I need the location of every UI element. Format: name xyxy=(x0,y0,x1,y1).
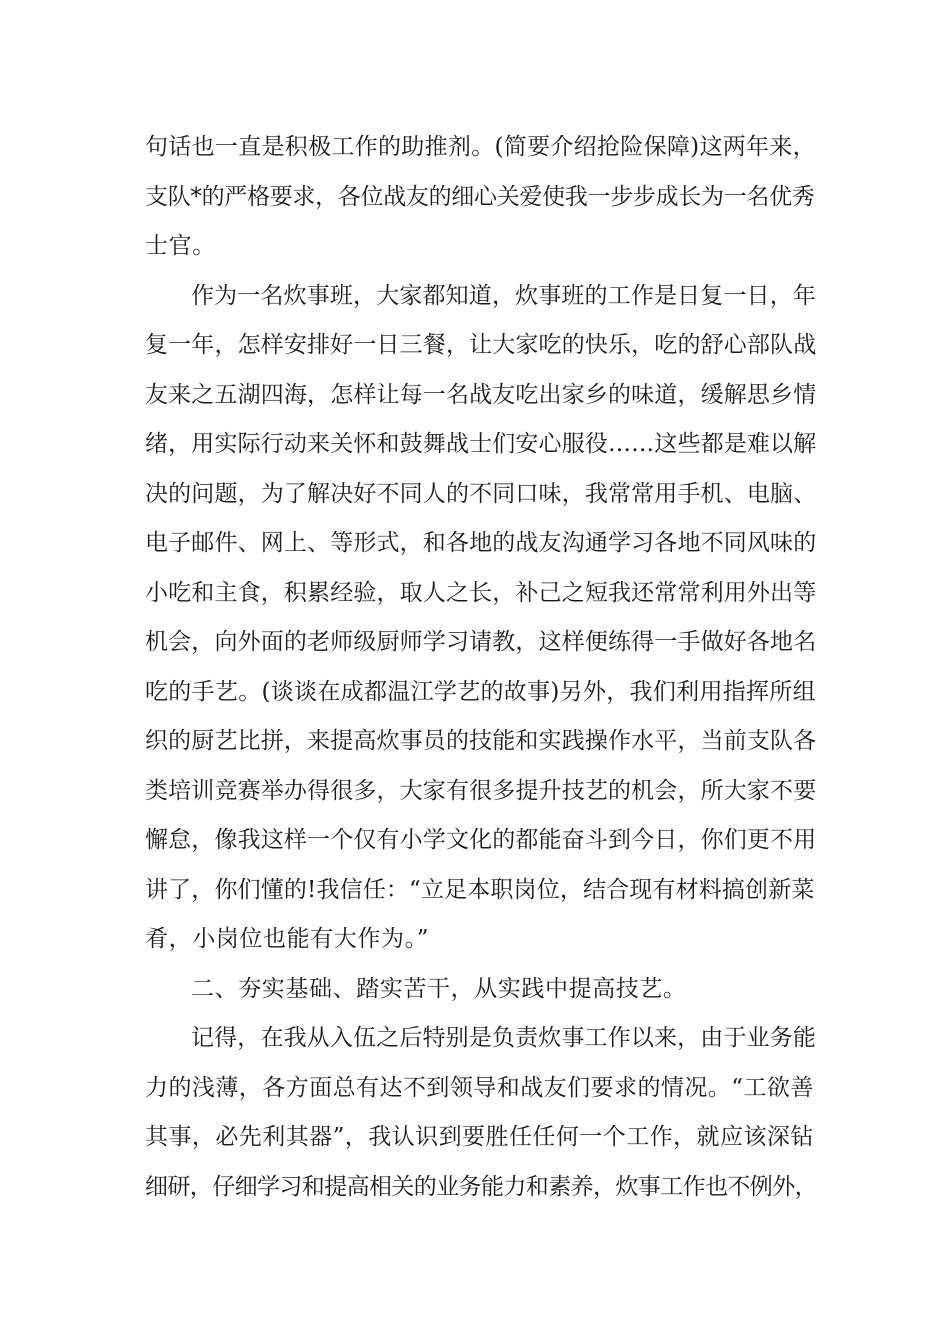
text-line: 织的厨艺比拼，来提高炊事员的技能和实践操作水平，当前支队各 xyxy=(145,728,817,754)
section-heading: 二、夯实基础、踏实苦干，从实践中提高技艺。 xyxy=(191,975,687,1002)
text-line: 机会，向外面的老师级厨师学习请教，这样便练得一手做好各地名 xyxy=(145,629,817,655)
text-line: 士官。 xyxy=(145,233,216,259)
text-line: 其事，必先利其器”，我认识到要胜任任何一个工作，就应该深钻 xyxy=(145,1124,814,1150)
text-line: 友来之五湖四海，怎样让每一名战友吃出家乡的味道，缓解思乡情 xyxy=(145,381,817,408)
text-line: 复一年，怎样安排好一日三餐，让大家吃的快乐，吃的舒心部队战 xyxy=(145,332,817,358)
text-line: 电子邮件、网上、等形式，和各地的战友沟通学习各地不同风味的 xyxy=(145,530,817,556)
text-line: 细研，仔细学习和提高相关的业务能力和素养，炊事工作也不例外， xyxy=(145,1173,818,1200)
text-line: 小吃和主食，积累经验，取人之长，补己之短我还常常利用外出等 xyxy=(145,579,817,606)
text-line: 类培训竞赛举办得很多，大家有很多提升技艺的机会，所大家不要 xyxy=(145,777,817,804)
document-body xyxy=(145,123,818,1212)
text-line: 句话也一直是积极工作的助推剂。(简要介绍抢险保障)这两年来， xyxy=(145,134,816,160)
text-line: 吃的手艺。(谈谈在成都温江学艺的故事)另外，我们利用指挥所组 xyxy=(145,678,816,705)
paragraph-first-line: 作为一名炊事班，大家都知道，炊事班的工作是日复一日，年 xyxy=(191,282,817,309)
text-line: 讲了，你们懂的!我信任：“立足本职岗位，结合现有材料搞创新菜 xyxy=(145,876,815,903)
text-line: 懈怠，像我这样一个仅有小学文化的都能奋斗到今日，你们更不用 xyxy=(145,827,817,853)
text-line: 决的问题，为了解决好不同人的不同口味，我常常用手机、电脑、 xyxy=(145,480,817,507)
text-line: 肴，小岗位也能有大作为。” xyxy=(145,926,430,952)
text-line: 力的浅薄，各方面总有达不到领导和战友们要求的情况。“工欲善 xyxy=(145,1074,814,1101)
text-line: 支队*的严格要求，各位战友的细心关爱使我一步步成长为一名优秀 xyxy=(145,183,815,210)
text-line: 绪，用实际行动来关怀和鼓舞战士们安心服役……这些都是难以解 xyxy=(145,431,817,457)
paragraph-first-line: 记得，在我从入伍之后特别是负责炊事工作以来，由于业务能 xyxy=(191,1025,817,1051)
